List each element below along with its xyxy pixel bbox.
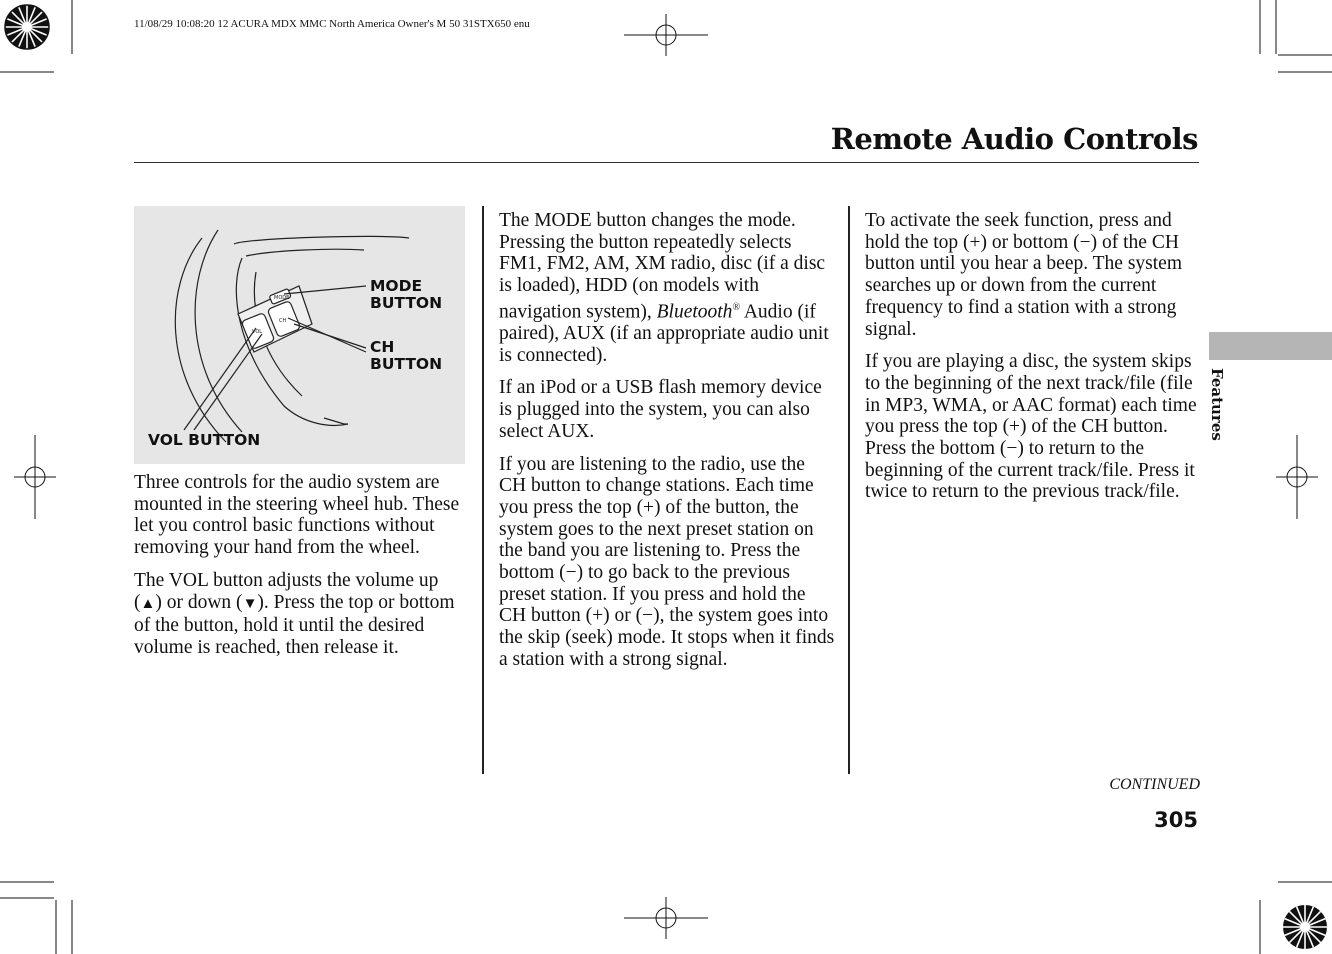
- column-divider-1: [482, 206, 484, 774]
- col3-paragraph-1: To activate the seek function, press and hold the top (+) or bottom (−) of the CH button until you hear a beep. The system searches up or down from the current frequency to find a station with a strong signal.: [865, 210, 1182, 340]
- col1-p2-text-a: The VOL button adjusts the volume up (: [134, 569, 439, 613]
- col1-p2-text-b: ) or down (: [155, 591, 243, 613]
- ch-callout-line2: BUTTON: [370, 355, 443, 373]
- mode-button-marking: MODE: [274, 295, 290, 301]
- print-header: 11/08/29 10:08:20 12 ACURA MDX MMC North America Owner's M 50 31STX650 enu: [134, 18, 530, 30]
- ch-button-callout: [370, 339, 442, 373]
- mode-callout-line1: MODE: [370, 277, 423, 295]
- page-number: 305: [1154, 808, 1198, 832]
- steering-wheel-figure: [134, 206, 465, 464]
- col2-paragraph-2: If an iPod or a USB flash memory device is plugged into the system, you can also select AUX.: [499, 377, 822, 442]
- col2-p1-text-a: The MODE button changes the mode. Pressing the button repeatedly selects FM1, FM2, AM, XM radio, disc (if a disc is loaded), HDD (on models with navigation system),: [499, 210, 826, 323]
- column-3: [865, 210, 1201, 514]
- column-2: [499, 210, 835, 682]
- ch-callout-line1: CH: [370, 338, 395, 356]
- page-title: Remote Audio Controls: [830, 122, 1198, 156]
- section-tab-label: Features: [1208, 368, 1226, 441]
- column-divider-2: [848, 206, 850, 774]
- col2-paragraph-1: [499, 210, 835, 366]
- down-arrow-icon: ▼: [242, 595, 258, 612]
- bluetooth-word: Bluetooth: [656, 301, 733, 323]
- continued-label: CONTINUED: [1109, 776, 1200, 793]
- vol-button-marking: VOL: [252, 329, 263, 335]
- steering-wheel-illustration: [134, 206, 465, 464]
- col1-paragraph-1: Three controls for the audio system are mounted in the steering wheel hub. These let you control basic functions without removing your hand from the wheel.: [134, 472, 460, 559]
- mode-callout-line2: BUTTON: [370, 294, 443, 312]
- ch-button-marking: CH: [279, 318, 287, 324]
- col2-p1-text-b: Audio (if paired), AUX (if an appropriate audio unit is connected).: [499, 301, 829, 366]
- col3-paragraph-2: If you are playing a disc, the system skips to the beginning of the next track/file (file in MP3, WMA, or AAC format) each time you press the top (+) of the CH button. Press the bottom (−) to return to the beginning of the current track/file. Press it twice to return to the previous track/file.: [865, 351, 1197, 503]
- title-divider: [134, 162, 1199, 163]
- registered-mark: ®: [732, 301, 741, 313]
- up-arrow-icon: ▲: [140, 595, 156, 612]
- vol-button-callout: VOL BUTTON: [148, 431, 261, 449]
- column-1: [134, 472, 466, 670]
- mode-button-callout: [370, 278, 442, 312]
- section-tab-marker: [1209, 332, 1332, 360]
- col2-paragraph-3: If you are listening to the radio, use the CH button to change stations. Each time you press the top (+) of the button, the system goes to the next preset station on the band you are listening to. Press the bottom (−) to go back to the previous preset station. If you press and hold the CH button (+) or (−), the system goes into the skip (seek) mode. It stops when it finds a station with a strong signal.: [499, 453, 835, 670]
- col1-p2-text-c: ). Press the top or bottom of the button, hold it until the desired volume is reached, then release it.: [134, 591, 455, 658]
- col1-paragraph-2: [134, 570, 466, 659]
